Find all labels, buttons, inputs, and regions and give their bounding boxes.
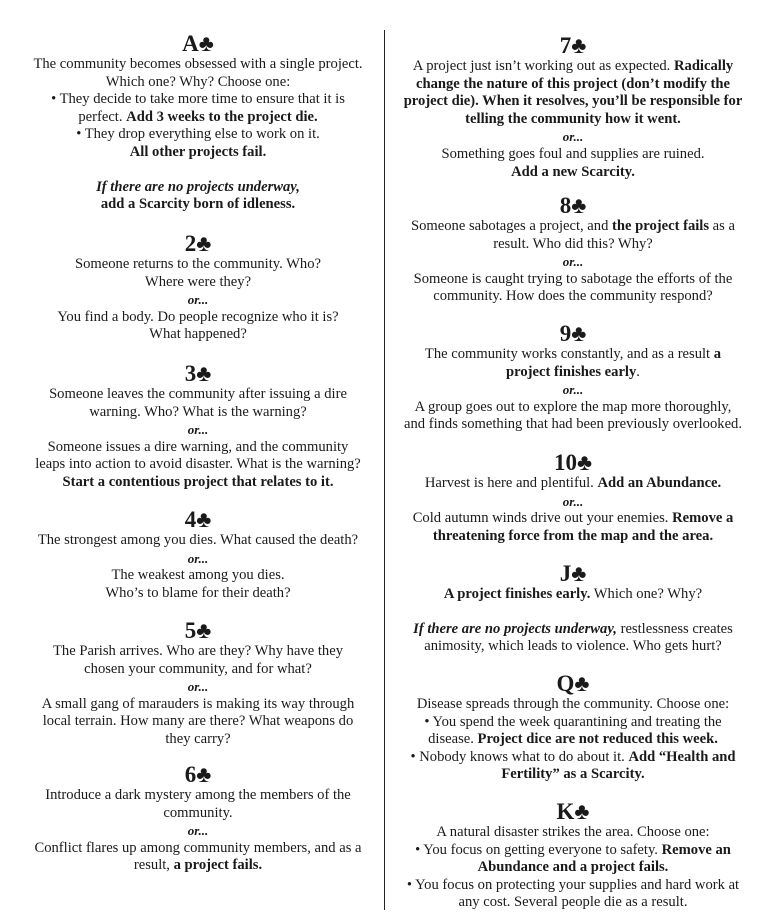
card-title: 5♣: [184, 618, 212, 643]
club-icon: ♣: [571, 561, 587, 586]
card-title: A♣: [182, 31, 214, 56]
card-ten-of-clubs: 10♣ Harvest is here and plentiful. Add an Abundance. or... Cold autumn winds drive out your enemies. Remove a threatening force from the map and the area.: [392, 451, 754, 545]
club-icon: ♣: [571, 193, 587, 218]
or-separator: or...: [187, 679, 209, 695]
or-separator: or...: [562, 254, 584, 270]
club-icon: ♣: [198, 31, 214, 56]
club-icon: ♣: [196, 618, 212, 643]
or-separator: or...: [187, 292, 209, 308]
card-title: Q♣: [556, 671, 590, 696]
club-icon: ♣: [576, 450, 593, 475]
club-icon: ♣: [196, 507, 212, 532]
card-title: 2♣: [184, 231, 212, 256]
card-six-of-clubs: 6♣ Introduce a dark mystery among the members of the community. or... Conflict flares up among community members, and as a result, a project fails.: [20, 763, 376, 875]
card-eight-of-clubs: 8♣ Someone sabotages a project, and the project fails as a result. Who did this? Why? or... Someone is caught trying to sabotage the efforts of the community. How does the community respond?: [392, 194, 754, 306]
or-separator: or...: [187, 422, 209, 438]
club-icon: ♣: [574, 799, 590, 824]
card-seven-of-clubs: 7♣ A project just isn’t working out as expected. Radically change the nature of this project (don’t modify the project die). When it resolves, you’ll be responsible for telling the community how it went. or... Something goes foul and supplies are ruined. Add a new Scarcity.: [392, 34, 754, 181]
club-icon: ♣: [571, 321, 587, 346]
card-king-of-clubs: K♣ A natural disaster strikes the area. Choose one: • You focus on getting everyone to safety. Remove an Abundance and a project fails. • You focus on protecting your supplies and hard work at any cost. Several people die as a result.: [392, 800, 754, 912]
card-title: 9♣: [559, 321, 587, 346]
club-icon: ♣: [571, 33, 587, 58]
or-separator: or...: [187, 550, 209, 566]
club-icon: ♣: [574, 671, 590, 696]
or-separator: or...: [187, 823, 209, 839]
card-title: 4♣: [184, 507, 212, 532]
card-five-of-clubs: 5♣ The Parish arrives. Who are they? Why have they chosen your community, and for what? or... A small gang of marauders is making its way through local terrain. How many are there? What weapons do they carry?: [20, 619, 376, 749]
card-title: 10♣: [553, 450, 593, 475]
card-title: 3♣: [184, 361, 212, 386]
club-icon: ♣: [196, 361, 212, 386]
card-jack-of-clubs: J♣ A project finishes early. Which one? Why? If there are no projects underway, restlessness creates animosity, which leads to violence. Who gets hurt?: [392, 562, 754, 656]
or-separator: or...: [562, 493, 584, 509]
club-icon: ♣: [196, 762, 212, 787]
column-divider: [384, 30, 385, 910]
or-separator: or...: [562, 129, 584, 145]
card-two-of-clubs: 2♣ Someone returns to the community. Who? Where were they? or... You find a body. Do people recognize who it is? What happened?: [20, 232, 376, 344]
card-queen-of-clubs: Q♣ Disease spreads through the community. Choose one: • You spend the week quarantining and treating the disease. Project dice are not reduced this week. • Nobody knows what to do about it. Add “Health and Fertility” as a Scarcity.: [392, 672, 754, 784]
or-separator: or...: [562, 382, 584, 398]
card-title: J♣: [559, 561, 587, 586]
card-title: 6♣: [184, 762, 212, 787]
card-three-of-clubs: 3♣ Someone leaves the community after issuing a dire warning. Who? What is the warning? or... Someone issues a dire warning, and the community leaps into action to avoid disaster. What is the warning? Start a contentious project that relates to it.: [20, 362, 376, 492]
card-nine-of-clubs: 9♣ The community works constantly, and as a result a project finishes early. or... A group goes out to explore the map more thoroughly, and finds something that had been previously overlooked.: [392, 322, 754, 434]
card-ace-of-clubs: A♣ The community becomes obsessed with a single project. Which one? Why? Choose one: • They decide to take more time to ensure that it is perfect. Add 3 weeks to the project die. • They drop everything else to work on it. All other projects fail. If there are no projects underway, add a Scarcity born of idleness.: [20, 32, 376, 214]
card-title: K♣: [556, 799, 590, 824]
card-title: 8♣: [559, 193, 587, 218]
club-icon: ♣: [196, 231, 212, 256]
card-title: 7♣: [559, 33, 587, 58]
card-four-of-clubs: 4♣ The strongest among you dies. What caused the death? or... The weakest among you dies. Who’s to blame for their death?: [20, 508, 376, 602]
